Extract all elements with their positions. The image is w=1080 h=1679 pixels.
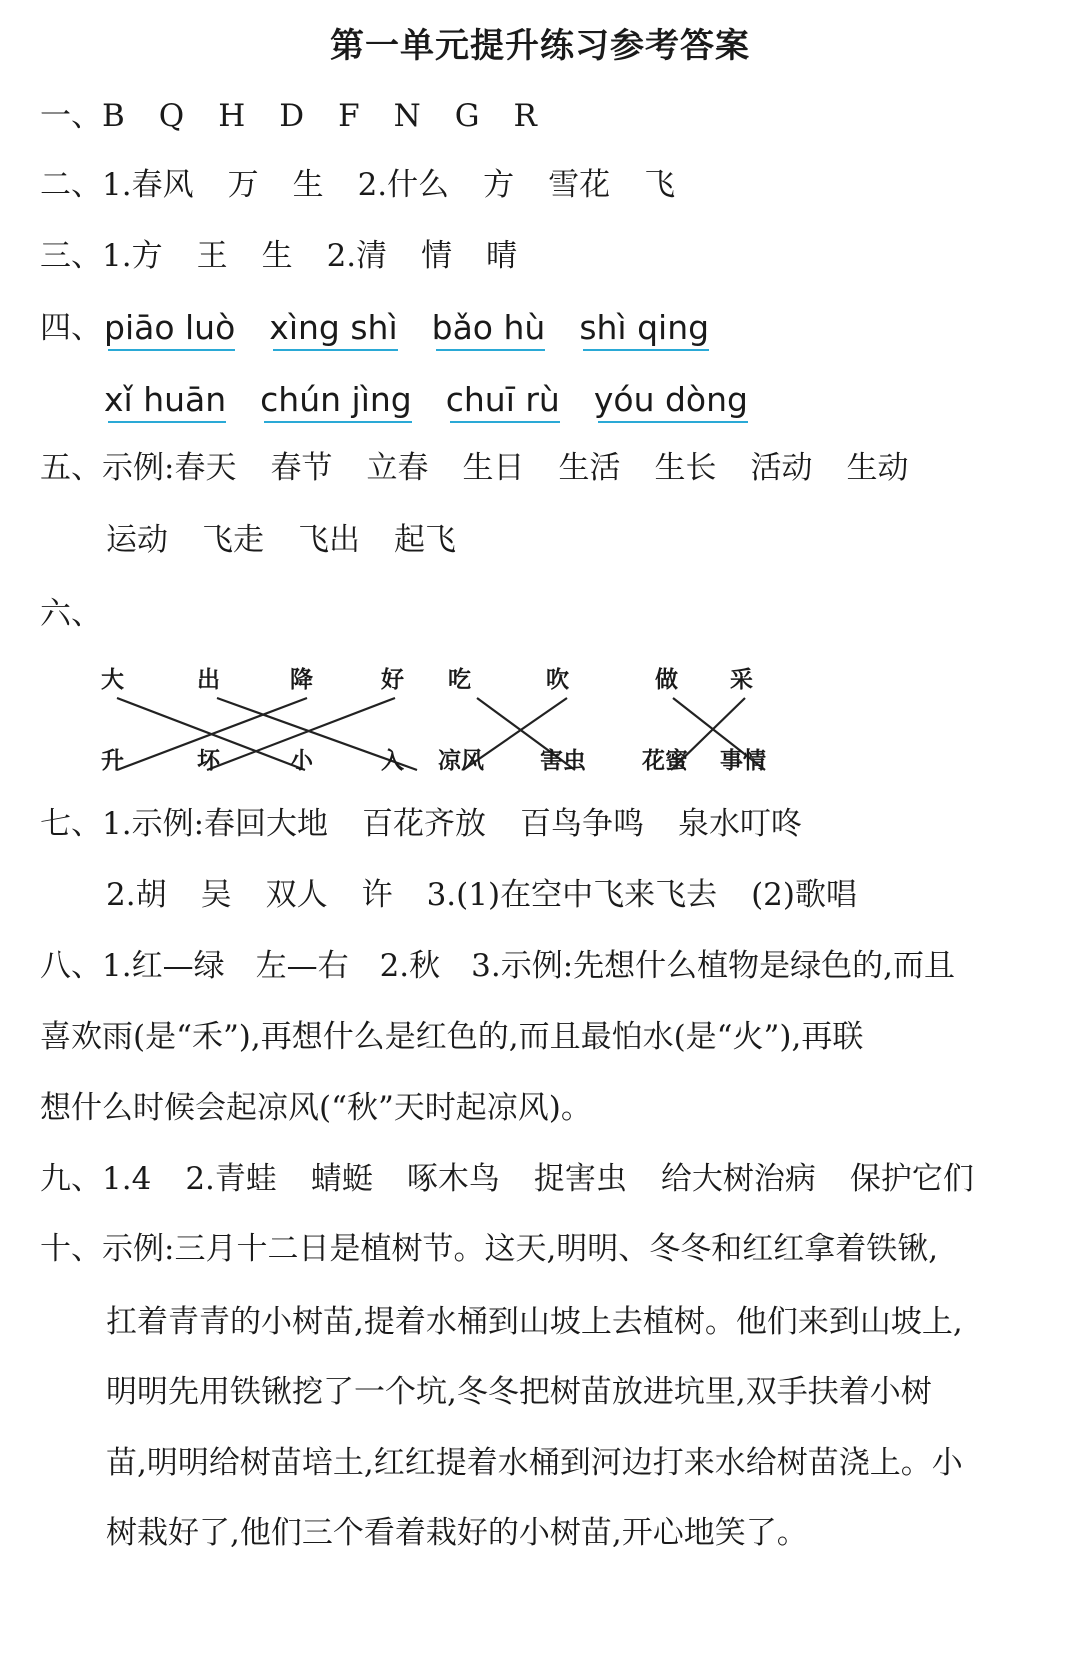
section-10-line-4: 苗,明明给树苗培土,红红提着水桶到河边打来水给树苗浇上。小 [106, 1445, 963, 1481]
answer-item: 飞 [644, 167, 676, 203]
match-top-word: 采 [730, 667, 753, 693]
answer-item: (2)歌唱 [751, 877, 857, 913]
pinyin-word: shì qing [579, 308, 709, 348]
section-2-number: 二、 [40, 167, 102, 203]
section-2 [40, 165, 675, 205]
match-top-word: 出 [197, 667, 220, 693]
answer-item: 保护它们 [849, 1161, 974, 1197]
section-10-number: 十、 [40, 1231, 102, 1267]
answer-item: 雪花 [548, 167, 611, 203]
section-5-row-2 [106, 520, 456, 560]
answer-item: 万 [227, 167, 259, 203]
match-bottom-word: 升 [101, 748, 124, 774]
answer-letter: D [279, 98, 305, 134]
paragraph-text: 1.红—绿 左—右 2.秋 3.示例:先想什么植物是绿色的,而且 [102, 948, 956, 984]
pinyin-word: yóu dòng [594, 380, 748, 420]
section-8-line-2: 喜欢雨(是“禾”),再想什么是红色的,而且最怕水(是“火”),再联 [40, 1019, 864, 1055]
match-bottom-word: 坏 [197, 748, 220, 774]
idiom-item: 百花齐放 [362, 806, 487, 842]
answer-item: 方 [483, 167, 515, 203]
answer-item: 啄木鸟 [406, 1161, 500, 1197]
section-5-number: 五、 [40, 450, 102, 486]
word-item: 活动 [750, 450, 813, 486]
answer-letter: H [218, 98, 246, 134]
pinyin-word: bǎo hù [432, 308, 546, 348]
answer-item: 给大树治病 [660, 1161, 816, 1197]
answer-item: 双人 [265, 877, 328, 913]
word-item: 生动 [846, 450, 909, 486]
word-item: 飞出 [298, 522, 360, 558]
word-item: 起飞 [394, 522, 456, 558]
word-item: 生日 [462, 450, 525, 486]
page-title: 第一单元提升练习参考答案 [330, 26, 750, 66]
answer-item: 2.青蛙 [185, 1161, 277, 1197]
word-item: 运动 [106, 522, 168, 558]
pinyin-row-1 [104, 308, 743, 348]
pinyin-word: xìng shì [269, 308, 397, 348]
word-item: 生活 [558, 450, 621, 486]
match-bottom-word: 入 [381, 748, 404, 774]
answer-item: 3.(1)在空中飞来飞去 [426, 877, 718, 913]
pinyin-word: xǐ huān [104, 380, 226, 420]
answer-item: 吴 [200, 877, 232, 913]
section-10-line-5: 树栽好了,他们三个看着栽好的小树苗,开心地笑了。 [106, 1515, 808, 1551]
section-1-number: 一、 [40, 98, 102, 134]
section-10-line-2: 扛着青青的小树苗,提着水桶到山坡上去植树。他们来到山坡上, [106, 1304, 963, 1340]
section-5 [40, 448, 908, 488]
answer-item: 捉害虫 [533, 1161, 627, 1197]
pinyin-word: chún jìng [260, 380, 412, 420]
answer-item: 1.春风 [102, 167, 194, 203]
match-top-word: 大 [101, 667, 124, 693]
section-1 [40, 96, 537, 136]
paragraph-text: 示例:三月十二日是植树节。这天,明明、冬冬和红红拿着铁锹, [102, 1231, 939, 1267]
answer-letter: Q [158, 98, 185, 134]
answer-item: 生 [292, 167, 324, 203]
match-bottom-word: 害虫 [540, 748, 586, 774]
answer-letter: F [338, 98, 360, 134]
section-8-number: 八、 [40, 948, 102, 984]
answer-letter: B [102, 98, 125, 134]
answer-letter: G [454, 98, 480, 134]
match-top-word: 降 [290, 667, 313, 693]
answer-letter: R [513, 98, 537, 134]
match-bottom-word: 事情 [720, 748, 766, 774]
answer-item: 许 [361, 877, 393, 913]
answer-item: 2.什么 [357, 167, 450, 203]
answer-item: 晴 [486, 238, 518, 274]
answer-item: 王 [196, 238, 228, 274]
section-10-line-3: 明明先用铁锹挖了一个坑,冬冬把树苗放进坑里,双手扶着小树 [106, 1374, 932, 1410]
idiom-item: 百鸟争鸣 [520, 806, 645, 842]
answer-item: 情 [421, 238, 453, 274]
match-top-word: 吃 [448, 667, 471, 693]
section-3-number: 三、 [40, 238, 102, 274]
section-4-number: 四、 [40, 310, 102, 346]
pinyin-row-2 [104, 380, 782, 420]
match-top-word: 做 [655, 667, 678, 693]
answer-item: 1.4 [102, 1161, 152, 1197]
answer-letter: N [393, 98, 421, 134]
section-8-line-1 [40, 946, 955, 986]
answer-item: 生 [261, 238, 293, 274]
answer-item: 蜻蜓 [310, 1161, 373, 1197]
answer-item: 2.胡 [106, 877, 167, 913]
pinyin-word: piāo luò [104, 308, 235, 348]
section-7 [40, 804, 802, 844]
answer-item: 2.清 [326, 238, 388, 274]
section-9 [40, 1159, 974, 1199]
example-prefix: 1.示例: [102, 806, 205, 842]
answer-item: 1.方 [102, 238, 163, 274]
pinyin-word: chuī rù [446, 380, 560, 420]
idiom-item: 泉水叮咚 [678, 806, 803, 842]
section-3 [40, 236, 517, 276]
word-item: 立春 [366, 450, 429, 486]
match-top-word: 吹 [546, 667, 569, 693]
word-item: 飞走 [202, 522, 264, 558]
word-item: 春节 [270, 450, 333, 486]
example-prefix: 示例: [102, 450, 175, 486]
section-7-number: 七、 [40, 806, 102, 842]
section-10-line-1 [40, 1229, 938, 1269]
idiom-item: 春回大地 [204, 806, 329, 842]
match-top-word: 好 [381, 667, 404, 693]
word-item: 春天 [174, 450, 237, 486]
match-bottom-word: 凉风 [438, 748, 484, 774]
section-7-line-2 [106, 875, 857, 915]
section-8-line-3: 想什么时候会起凉风(“秋”天时起凉风)。 [40, 1090, 592, 1126]
match-bottom-word: 花蜜 [642, 748, 688, 774]
word-item: 生长 [654, 450, 717, 486]
section-6-number: 六、 [40, 596, 102, 632]
section-9-number: 九、 [40, 1161, 102, 1197]
match-bottom-word: 小 [290, 748, 313, 774]
